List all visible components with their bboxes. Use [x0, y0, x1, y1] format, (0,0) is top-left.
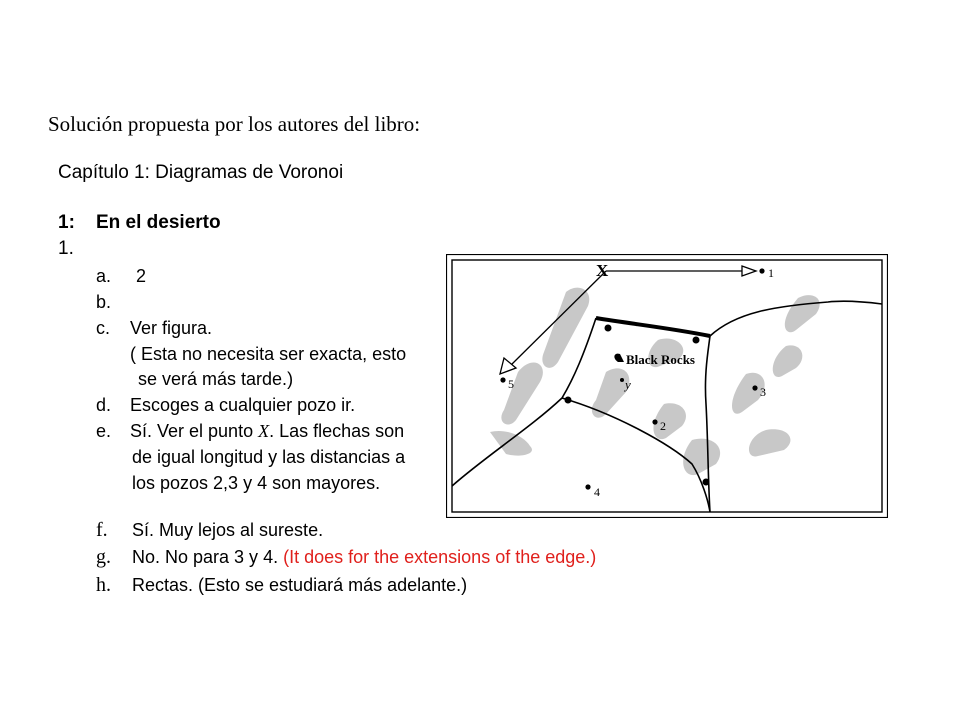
answer-g-red: (It does for the extensions of the edge.) — [283, 547, 597, 567]
vertex — [703, 479, 710, 486]
well-1-marker — [759, 268, 764, 273]
answer-g-text — [132, 547, 596, 568]
answer-h-text: Rectas. (Esto se estudiará más adelante.) — [132, 575, 468, 595]
well-2-marker — [652, 419, 657, 424]
point-y-marker — [620, 378, 624, 382]
black-rocks-label: Black Rocks — [626, 352, 695, 367]
answer-g-black: No. No para 3 y 4. — [132, 547, 284, 567]
well-4-label: 4 — [594, 485, 600, 499]
chapter-heading: Capítulo 1: Diagramas de Voronoi — [58, 162, 344, 183]
well-2-label: 2 — [660, 419, 666, 433]
answer-f-text: Sí. Muy lejos al sureste. — [132, 520, 324, 540]
point-x-label: X — [596, 261, 609, 280]
well-4-marker — [585, 484, 590, 489]
answer-letter-a: a. — [96, 266, 112, 286]
answer-letter-b: b. — [96, 292, 112, 312]
section-number: 1: — [58, 212, 75, 233]
vertex — [605, 325, 612, 332]
answer-letter-e: e. — [96, 421, 112, 441]
answer-c-line-2: ( Esta no necesita ser exacta, esto — [130, 344, 407, 364]
section-title: En el desierto — [96, 212, 221, 233]
answer-letter-h: h. — [96, 574, 111, 596]
answer-e-line-1-after: . Las flechas son — [269, 421, 405, 441]
well-5-marker — [500, 377, 505, 382]
answer-e-line-1 — [130, 421, 404, 442]
answer-c-line-3: se verá más tarde.) — [138, 369, 294, 389]
vertex — [693, 337, 700, 344]
answer-letter-d: d. — [96, 395, 112, 415]
answer-e-line-3: los pozos 2,3 y 4 son mayores. — [132, 473, 381, 493]
point-y-label: y — [625, 377, 631, 392]
answer-letter-g: g. — [96, 546, 111, 568]
item-number: 1. — [58, 238, 74, 259]
answer-d-text: Escoges a cualquier pozo ir. — [130, 395, 356, 415]
answer-a-text: 2 — [136, 266, 147, 286]
answer-e-line-2: de igual longitud y las distancias a — [132, 447, 406, 467]
answer-letter-c: c. — [96, 318, 111, 338]
vertex — [565, 397, 572, 404]
answer-e-line-1-before: Sí. Ver el punto — [130, 421, 259, 441]
voronoi-figure — [446, 254, 888, 518]
well-1-label: 1 — [768, 266, 774, 280]
well-3-marker — [752, 385, 757, 390]
page-title: Solución propuesta por los autores del libro: — [48, 112, 421, 136]
point-x-variable: X — [258, 421, 270, 441]
well-5-label: 5 — [508, 377, 514, 391]
answer-letter-f: f. — [96, 519, 108, 541]
well-3-label: 3 — [760, 385, 766, 399]
answer-c-line-1: Ver figura. — [130, 318, 213, 338]
